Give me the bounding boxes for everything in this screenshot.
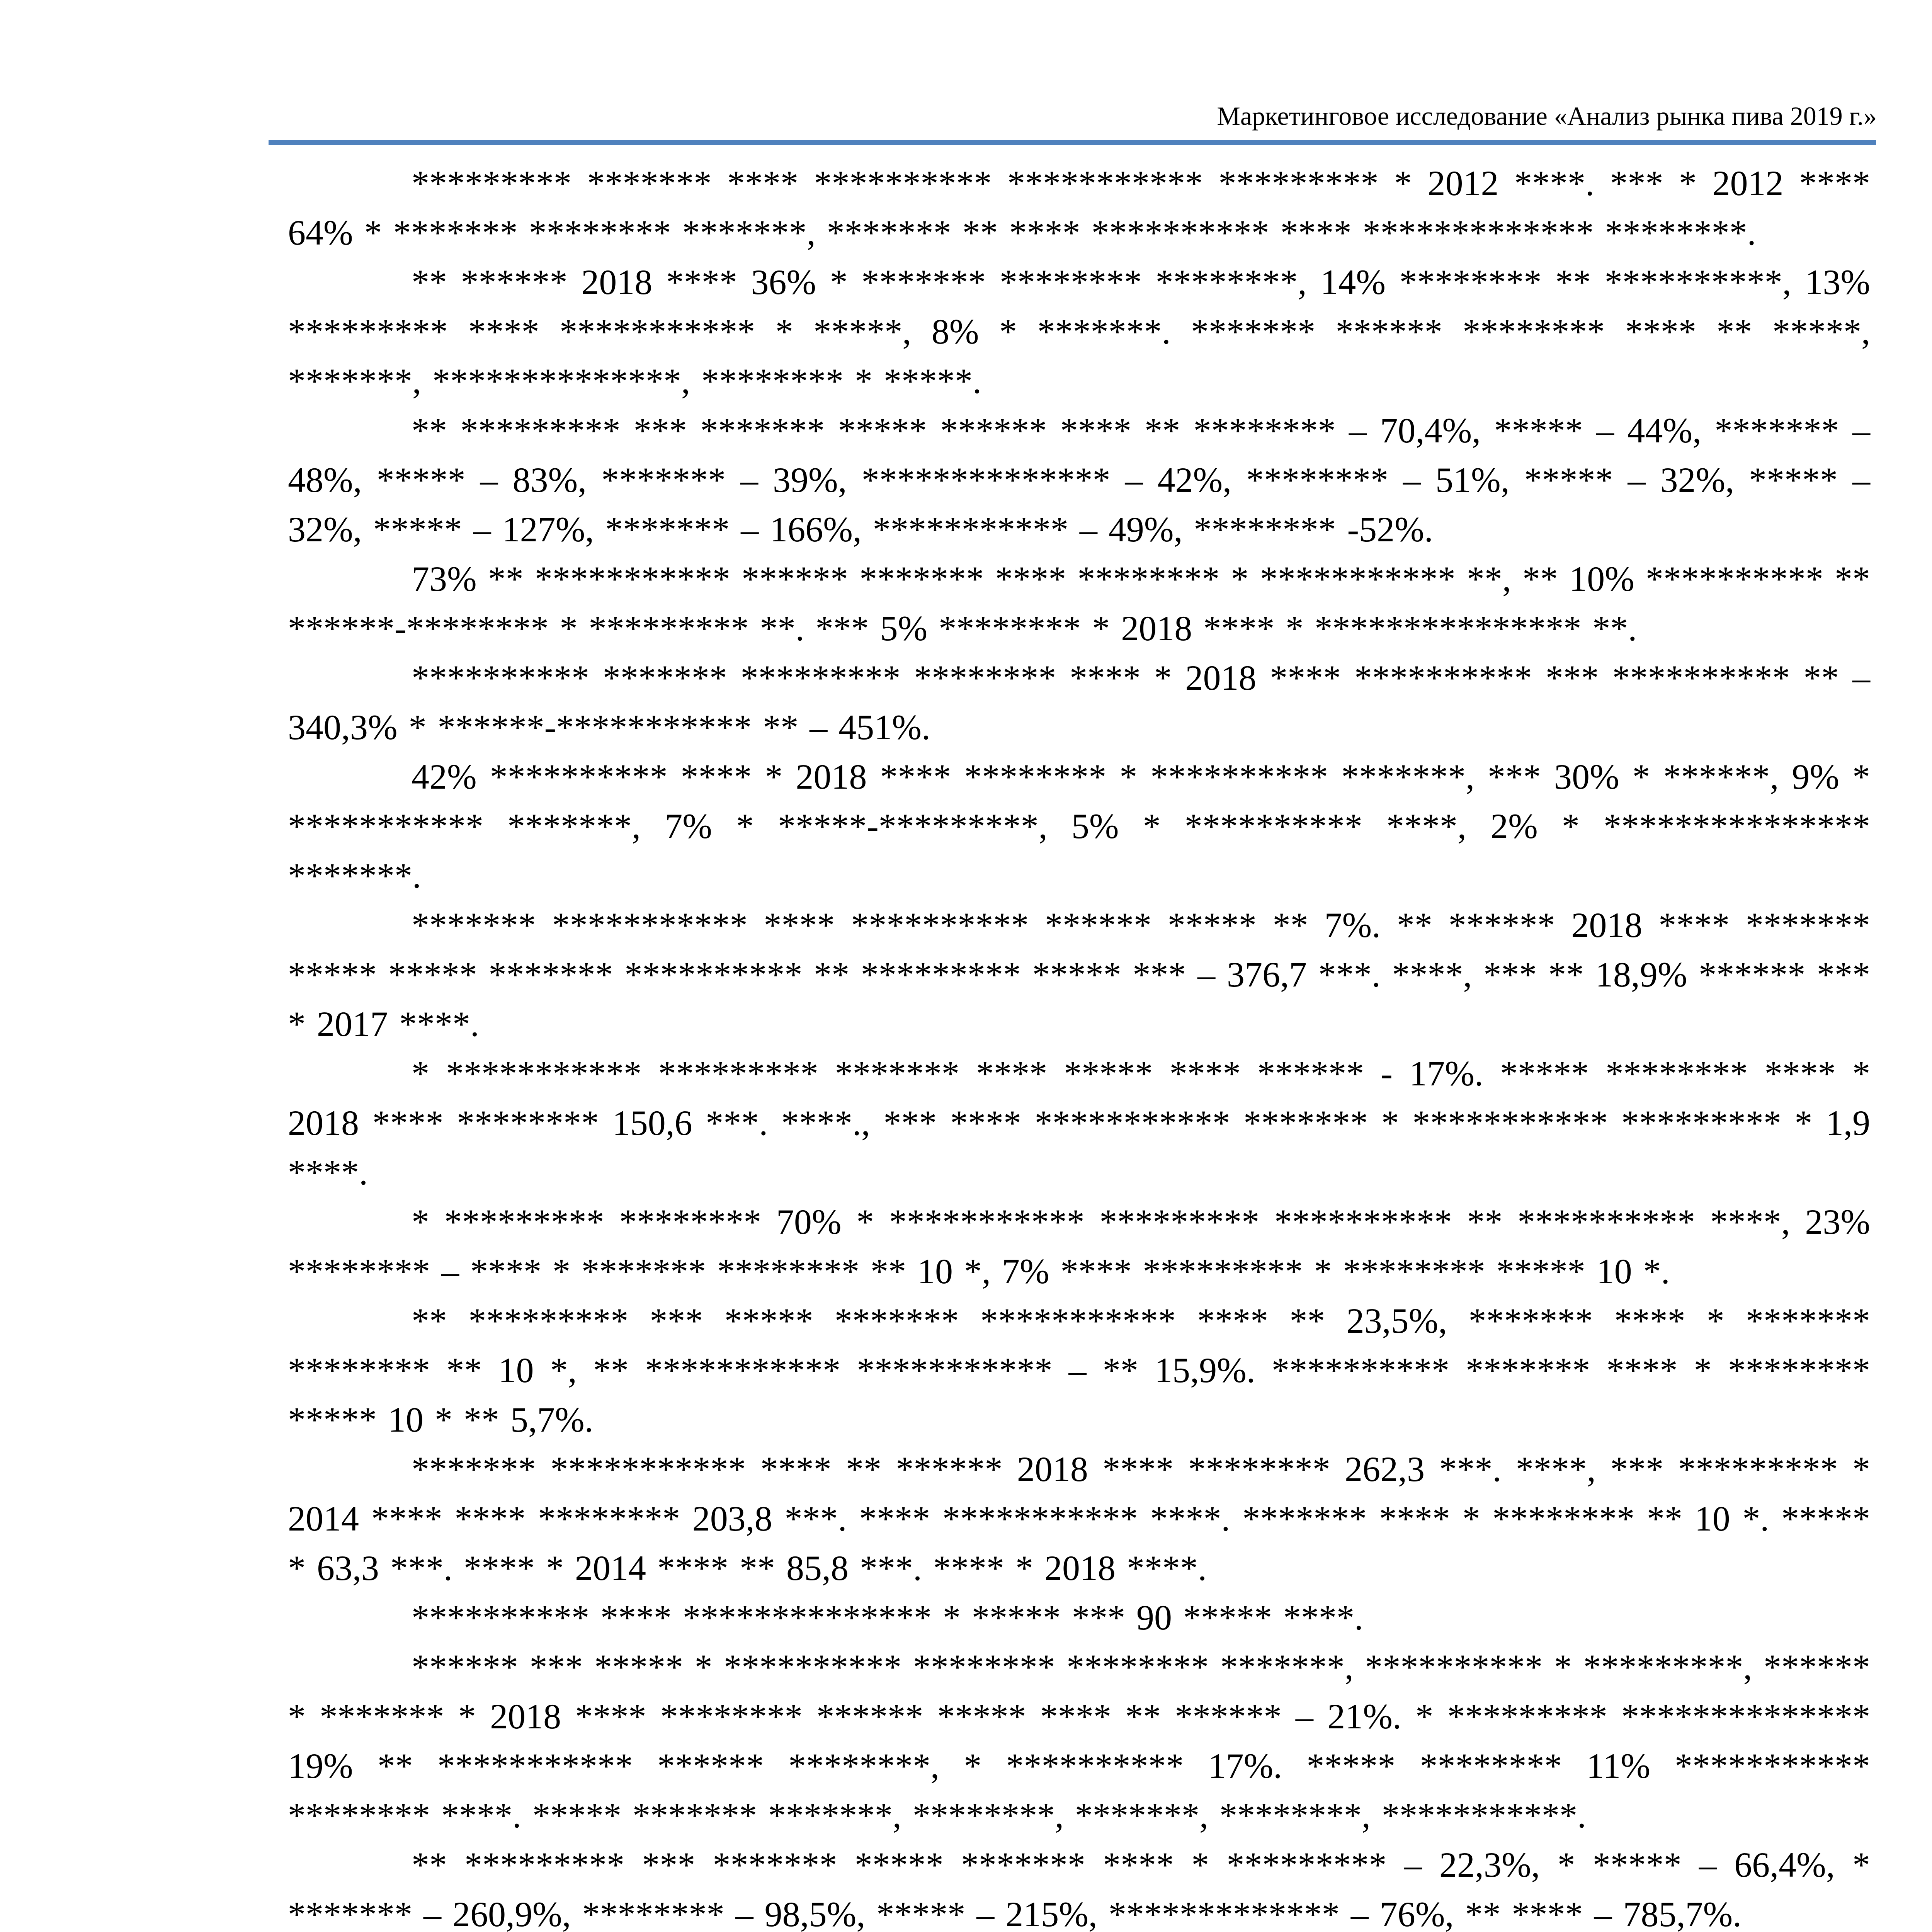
paragraph-10: ** ********* *** ***** ******* *********** **** ** 23,5%, ******* **** * ******* ******** ** 10 *, ** *********** *********** – ** 15,9%. ********** ******* **** * ******** ***** 10 * ** 5,7%.	[288, 1301, 1870, 1439]
header-title: Маркетинговое исследование «Анализ рынка пива 2019 г.»	[1217, 101, 1877, 131]
paragraph-2: ** ****** 2018 **** 36% * ******* ******** ********, 14% ******** ** **********, 13% ********* **** *********** * *****, 8% * *******. ******* ****** ******** **** ** *****, *******, **************, ******** * *****.	[288, 262, 1870, 401]
paragraph-6: 42% ********** **** * 2018 **** ******** * ********** *******, *** 30% * ******, 9% * *********** *******, 7% * *****-*********, 5% * ********** ****, 2% * *************** *******.	[288, 757, 1870, 895]
paragraph-13: ****** *** ***** * ********** ******** ******** *******, ********** * *********, ****** * ******* * 2018 **** ******** ****** ***** **** ** ****** – 21%. * ********* ************** 19% ** *********** ****** ********, * ********** 17%. ***** ******** 11% *********** ******** ****. ***** ******* *******, ********, *******, ********, ***********.	[288, 1647, 1870, 1835]
header-rule	[269, 140, 1876, 145]
paragraph-7: ******* *********** **** ********** ****** ***** ** 7%. ** ****** 2018 **** ******* ***** ***** ******* ********** ** ********* ***** *** – 376,7 ***. ****, *** ** 18,9% ****** *** * 2017 ****.	[288, 905, 1870, 1044]
paragraph-11: ******* *********** **** ** ****** 2018 **** ******** 262,3 ***. ****, *** ********* * 2014 **** **** ******** 203,8 ***. **** *********** ****. ******* **** * ******** ** 10 *. ***** * 63,3 ***. **** * 2014 **** ** 85,8 ***. **** * 2018 ****.	[288, 1449, 1870, 1588]
paragraph-12: ********** **** ************** * ***** *** 90 ***** ****.	[412, 1598, 1363, 1637]
paragraph-1: ********* ******* **** ********** *********** ********* * 2012 ****. *** * 2012 **** 64% * ******* ******** *******, ******* ** **** ********** **** ************* ********.	[288, 163, 1870, 252]
paragraph-14: ** ********* *** ******* ***** ******* **** * ********* – 22,3%, * ***** – 66,4%, * ******* – 260,9%, ******** – 98,5%, ***** – 215%, ************* – 76%, ** **** – 785,7%.	[288, 1845, 1870, 1932]
body-text	[288, 158, 1870, 1932]
paragraph-9: * ********* ******** 70% * *********** ********* ********** ** ********** ****, 23% ******** – **** * ******* ******** ** 10 *, 7% **** ********* * ******** ***** 10 *.	[288, 1202, 1870, 1291]
paragraph-8: * *********** ********* ******* **** ***** **** ****** - 17%. ***** ******** **** * 2018 **** ******** 150,6 ***. ****., *** **** *********** ******* * *********** ********* * 1,9 ****.	[288, 1054, 1870, 1192]
paragraph-4: 73% ** *********** ****** ******* **** ******** * *********** **, ** 10% ********** ** ******-******** * ********* **. *** 5% ******** * 2018 **** * *************** **.	[288, 559, 1870, 648]
paragraph-5: ********** ******* ********* ******** **** * 2018 **** ********** *** ********** ** – 340,3% * ******-*********** ** – 451%.	[288, 658, 1870, 747]
paragraph-3: ** ********* *** ******* ***** ****** **** ** ******** – 70,4%, ***** – 44%, ******* – 48%, ***** – 83%, ******* – 39%, ************** – 42%, ******** – 51%, ***** – 32%, ***** – 32%, ***** – 127%, ******* – 166%, *********** – 49%, ******** -52%.	[288, 411, 1870, 549]
